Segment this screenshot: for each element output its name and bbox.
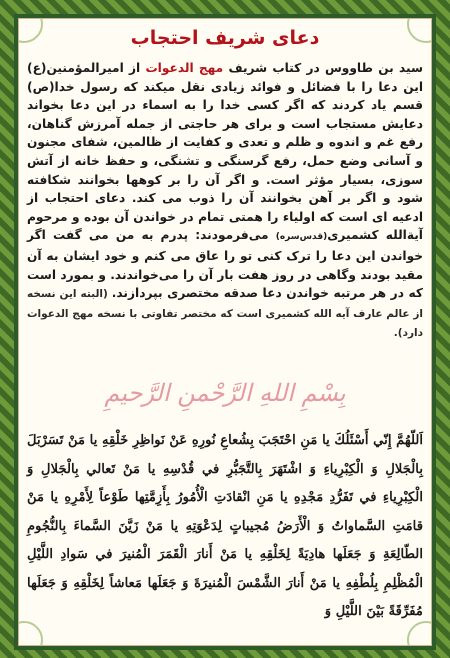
border-inner xyxy=(14,14,436,650)
intro-text-part-2: از امیرالمؤمنین(ع) این دعا را با فضائل و فوائد زیادی نقل میکند که رسول خدا(ص) قسم یاد کردند که اگر کسی خدا را به اسماء در این دعا بخواند دعایش مستجاب است و برای هر حاجتی از جمله آمرزش گناهان، رفع غم و اندوه و ظلم و تعدی و کفایت از ظالمین، شفای مجنون و آسانی وضع حمل، رفع گرسنگی و تشنگی، و حفظ خانه از آتش سوزی، بسیار مؤثر است. و اگر آن را بر کوهها بخوانند شکافته شود و اگر بر آهن بخوانند آن را ذوب می کند. دعای احتجاب از ادعیه ای است که اولیاء را همتی تمام در خواندن آن بوده و مرحوم آیةالله کشمیری xyxy=(27,61,423,243)
source-book-name: مهج الدعوات xyxy=(145,61,224,75)
intro-note: (البته این نسخه از عالم عارف آیه الله کشمیری است که مختصر تفاوتی با نسخه مهج الدعوات دارد). xyxy=(27,288,423,340)
intro-text-part-3: می‌فرمودند: پدرم به من می گفت اگر خواندن این دعا را ترک کنی تو را عاق می کنم و خود ایشان به آن مقید بودند وگاهی در روز هفت بار آن را می‌خواندند. و بمورد است که در هر مرتبه خواندن دعا صدقه مختصری بپردازند. xyxy=(27,228,423,301)
intro-text-part-1: سید بن طاووس در کتاب شریف xyxy=(223,61,423,75)
document-page xyxy=(18,18,432,646)
prayer-text: اَللّهُمَّ إِنّي أَسْئَلُكَ يا مَنِ احْتَجَبَ بِشُعاعِ نُورِهِ عَنْ نَواظِرِ خَلْقِهِ يا مَنْ تَسَرْبَلَ بِالْجَلالِ وَ الْكِبْرِياءِ وَ اشْتَهَرَ بِالتَّجَبُّرِ في قُدْسِهِ يا مَنْ تَعالي بِالْجَلالِ وَ الْكِبْرِياءِ في تَفَرُّدِ مَجْدِهِ يا مَنِ انْقادَتِ الْأُمُورُ بِأَزِمَّتِها طَوْعاً لِأَمْرِهِ يا مَنْ قامَتِ السَّماواتُ وَ الْأَرَضُ مُجيباتٍ لِدَعْوَتِهِ يا مَنْ زَيَّنَ السَّماءَ بِالنُّجُومِ الطّالِعَةِ وَ جَعَلَها هادِيَةً لِخَلْقِهِ يا مَنْ أَنارَ الْقَمَرَ الْمُنيرَ في سَوادِ اللَّيْلِ الْمُظْلِمِ بِلُطْفِهِ يا مَنْ أَنارَ الشَّمْسَ الْمُنيرَةَ وَ جَعَلَها مَعاشاً لِخَلْقِهِ وَ جَعَلَها مُفَرِّقَةً بَيْنَ اللَّيْلِ وَ xyxy=(27,433,423,619)
intro-paragraph xyxy=(27,59,423,343)
honorific: (قدس‌سره) xyxy=(275,232,328,243)
bismillah-calligraphy: بِسْمِ اللهِ الرَّحْمنِ الرَّحیمِ xyxy=(104,379,346,407)
page-title: دعای شریف احتجاب xyxy=(130,27,320,49)
